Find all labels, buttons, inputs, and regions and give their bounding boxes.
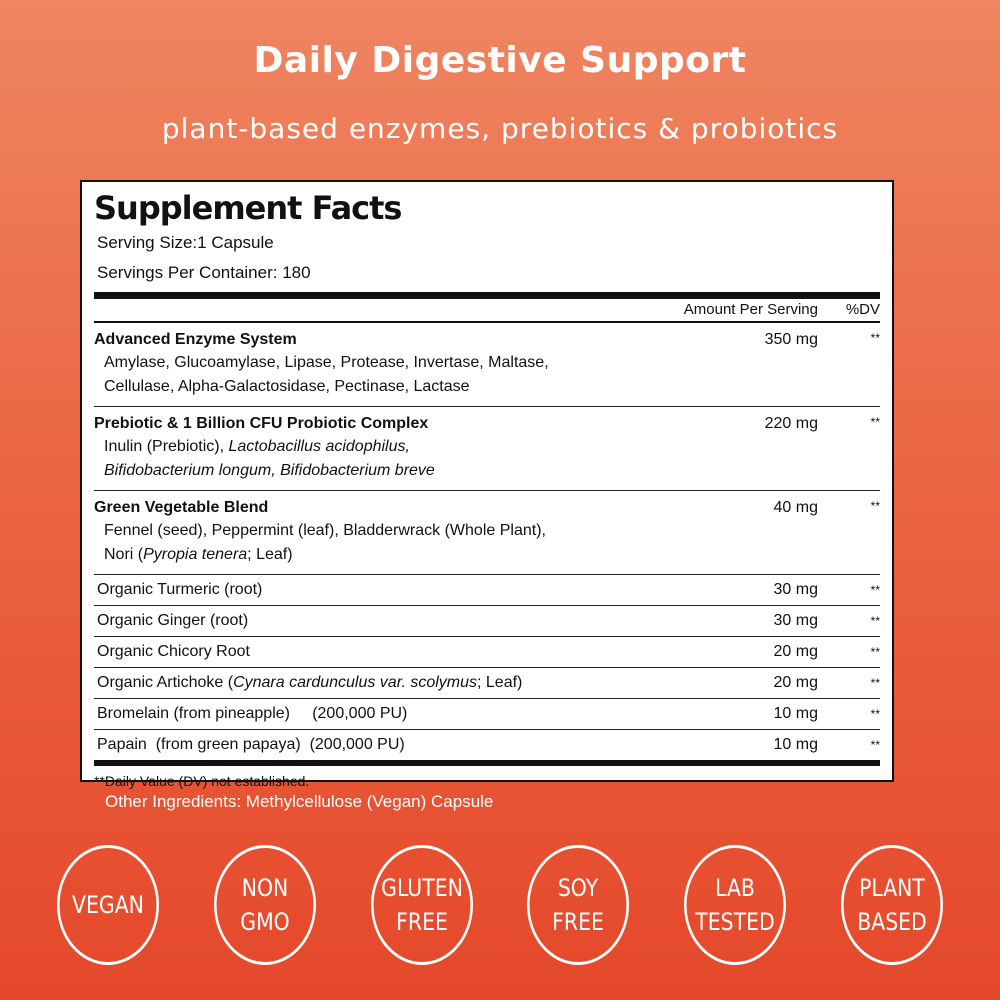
table-row xyxy=(94,407,880,491)
badge-vegan: VEGAN xyxy=(57,845,159,965)
ingredient-name-part: Organic Artichoke ( xyxy=(97,674,234,691)
ingredient-name-part: ; Leaf) xyxy=(477,674,523,691)
supplement-facts-title: Supplement Facts xyxy=(94,189,402,227)
badge-lab-tested: LAB TESTED xyxy=(684,845,786,965)
amount-value: 40 mg xyxy=(773,499,818,516)
ingredient-detail-italic: Bifidobacterium longum, Bifidobacterium breve xyxy=(104,462,435,479)
serving-size: Serving Size:1 Capsule xyxy=(97,233,274,252)
ingredient-detail xyxy=(94,543,668,567)
ingredient-detail: Fennel (seed), Peppermint (leaf), Bladderwrack (Whole Plant), xyxy=(104,522,546,539)
amount-value: 220 mg xyxy=(764,415,818,432)
dv-value: ** xyxy=(870,331,880,345)
subheadline: plant-based enzymes, prebiotics & probiotics xyxy=(161,112,839,145)
other-ingredients: Other Ingredients: Methylcellulose (Vegan) Capsule xyxy=(105,792,494,811)
amount-value: 20 mg xyxy=(773,674,818,691)
badge-plant-based: PLANT BASED xyxy=(841,845,943,965)
badge-row xyxy=(48,845,952,970)
ingredient-name: Papain (from green papaya) (200,000 PU) xyxy=(97,736,405,753)
ingredient-name: Prebiotic & 1 Billion CFU Probiotic Complex xyxy=(94,415,429,432)
dv-value: ** xyxy=(870,645,880,659)
ingredient-detail-italic: Lactobacillus acidophilus, xyxy=(228,438,410,455)
ingredient-detail-part: Nori ( xyxy=(104,546,144,563)
amount-value: 10 mg xyxy=(773,705,818,722)
dv-value: ** xyxy=(870,738,880,752)
badge-non-gmo: NON GMO xyxy=(214,845,316,965)
ingredient-name xyxy=(94,672,668,694)
amount-header: Amount Per Serving xyxy=(683,301,818,318)
ingredient-name: Green Vegetable Blend xyxy=(94,499,269,516)
table-row xyxy=(94,637,880,668)
supplement-facts-panel xyxy=(80,180,894,789)
dv-header: %DV xyxy=(845,301,880,318)
servings-per-container: Servings Per Container: 180 xyxy=(97,263,311,282)
table-row xyxy=(94,730,880,760)
dv-value: ** xyxy=(870,499,880,513)
ingredient-detail-part: ; Leaf) xyxy=(247,546,293,563)
table-row xyxy=(94,606,880,637)
amount-value: 10 mg xyxy=(773,736,818,753)
ingredient-name: Organic Turmeric (root) xyxy=(97,581,263,598)
dv-value: ** xyxy=(870,676,880,690)
dv-value: ** xyxy=(870,614,880,628)
dv-value: ** xyxy=(870,707,880,721)
ingredient-name-italic: Cynara cardunculus var. scolymus xyxy=(233,674,478,691)
ingredient-detail: Cellulase, Alpha-Galactosidase, Pectinase, Lactase xyxy=(104,378,470,395)
amount-value: 350 mg xyxy=(764,331,818,348)
ingredient-detail xyxy=(94,435,668,459)
table-row xyxy=(94,699,880,730)
table-row xyxy=(94,491,880,575)
table-row xyxy=(94,575,880,606)
headline: Daily Digestive Support xyxy=(253,40,747,81)
divider-thick xyxy=(94,292,880,299)
table-row xyxy=(94,323,880,407)
amount-value: 20 mg xyxy=(773,643,818,660)
ingredient-name: Bromelain (from pineapple) (200,000 PU) xyxy=(97,705,408,722)
amount-value: 30 mg xyxy=(773,581,818,598)
column-header xyxy=(94,299,880,323)
ingredient-name: Organic Ginger (root) xyxy=(97,612,249,629)
ingredient-detail-italic: Pyropia tenera xyxy=(143,546,248,563)
dv-value: ** xyxy=(870,415,880,429)
table-row xyxy=(94,668,880,699)
dv-value: ** xyxy=(870,583,880,597)
footnote: **Daily Value (DV) not established. xyxy=(94,773,310,789)
ingredient-detail-part: Inulin (Prebiotic), xyxy=(104,438,229,455)
amount-value: 30 mg xyxy=(773,612,818,629)
ingredient-detail xyxy=(94,459,668,483)
badge-gluten-free: GLUTEN FREE xyxy=(371,845,473,965)
ingredient-name: Advanced Enzyme System xyxy=(94,331,297,348)
ingredient-name: Organic Chicory Root xyxy=(97,643,250,660)
badge-soy-free: SOY FREE xyxy=(527,845,629,965)
ingredient-detail: Amylase, Glucoamylase, Lipase, Protease, Invertase, Maltase, xyxy=(104,354,549,371)
